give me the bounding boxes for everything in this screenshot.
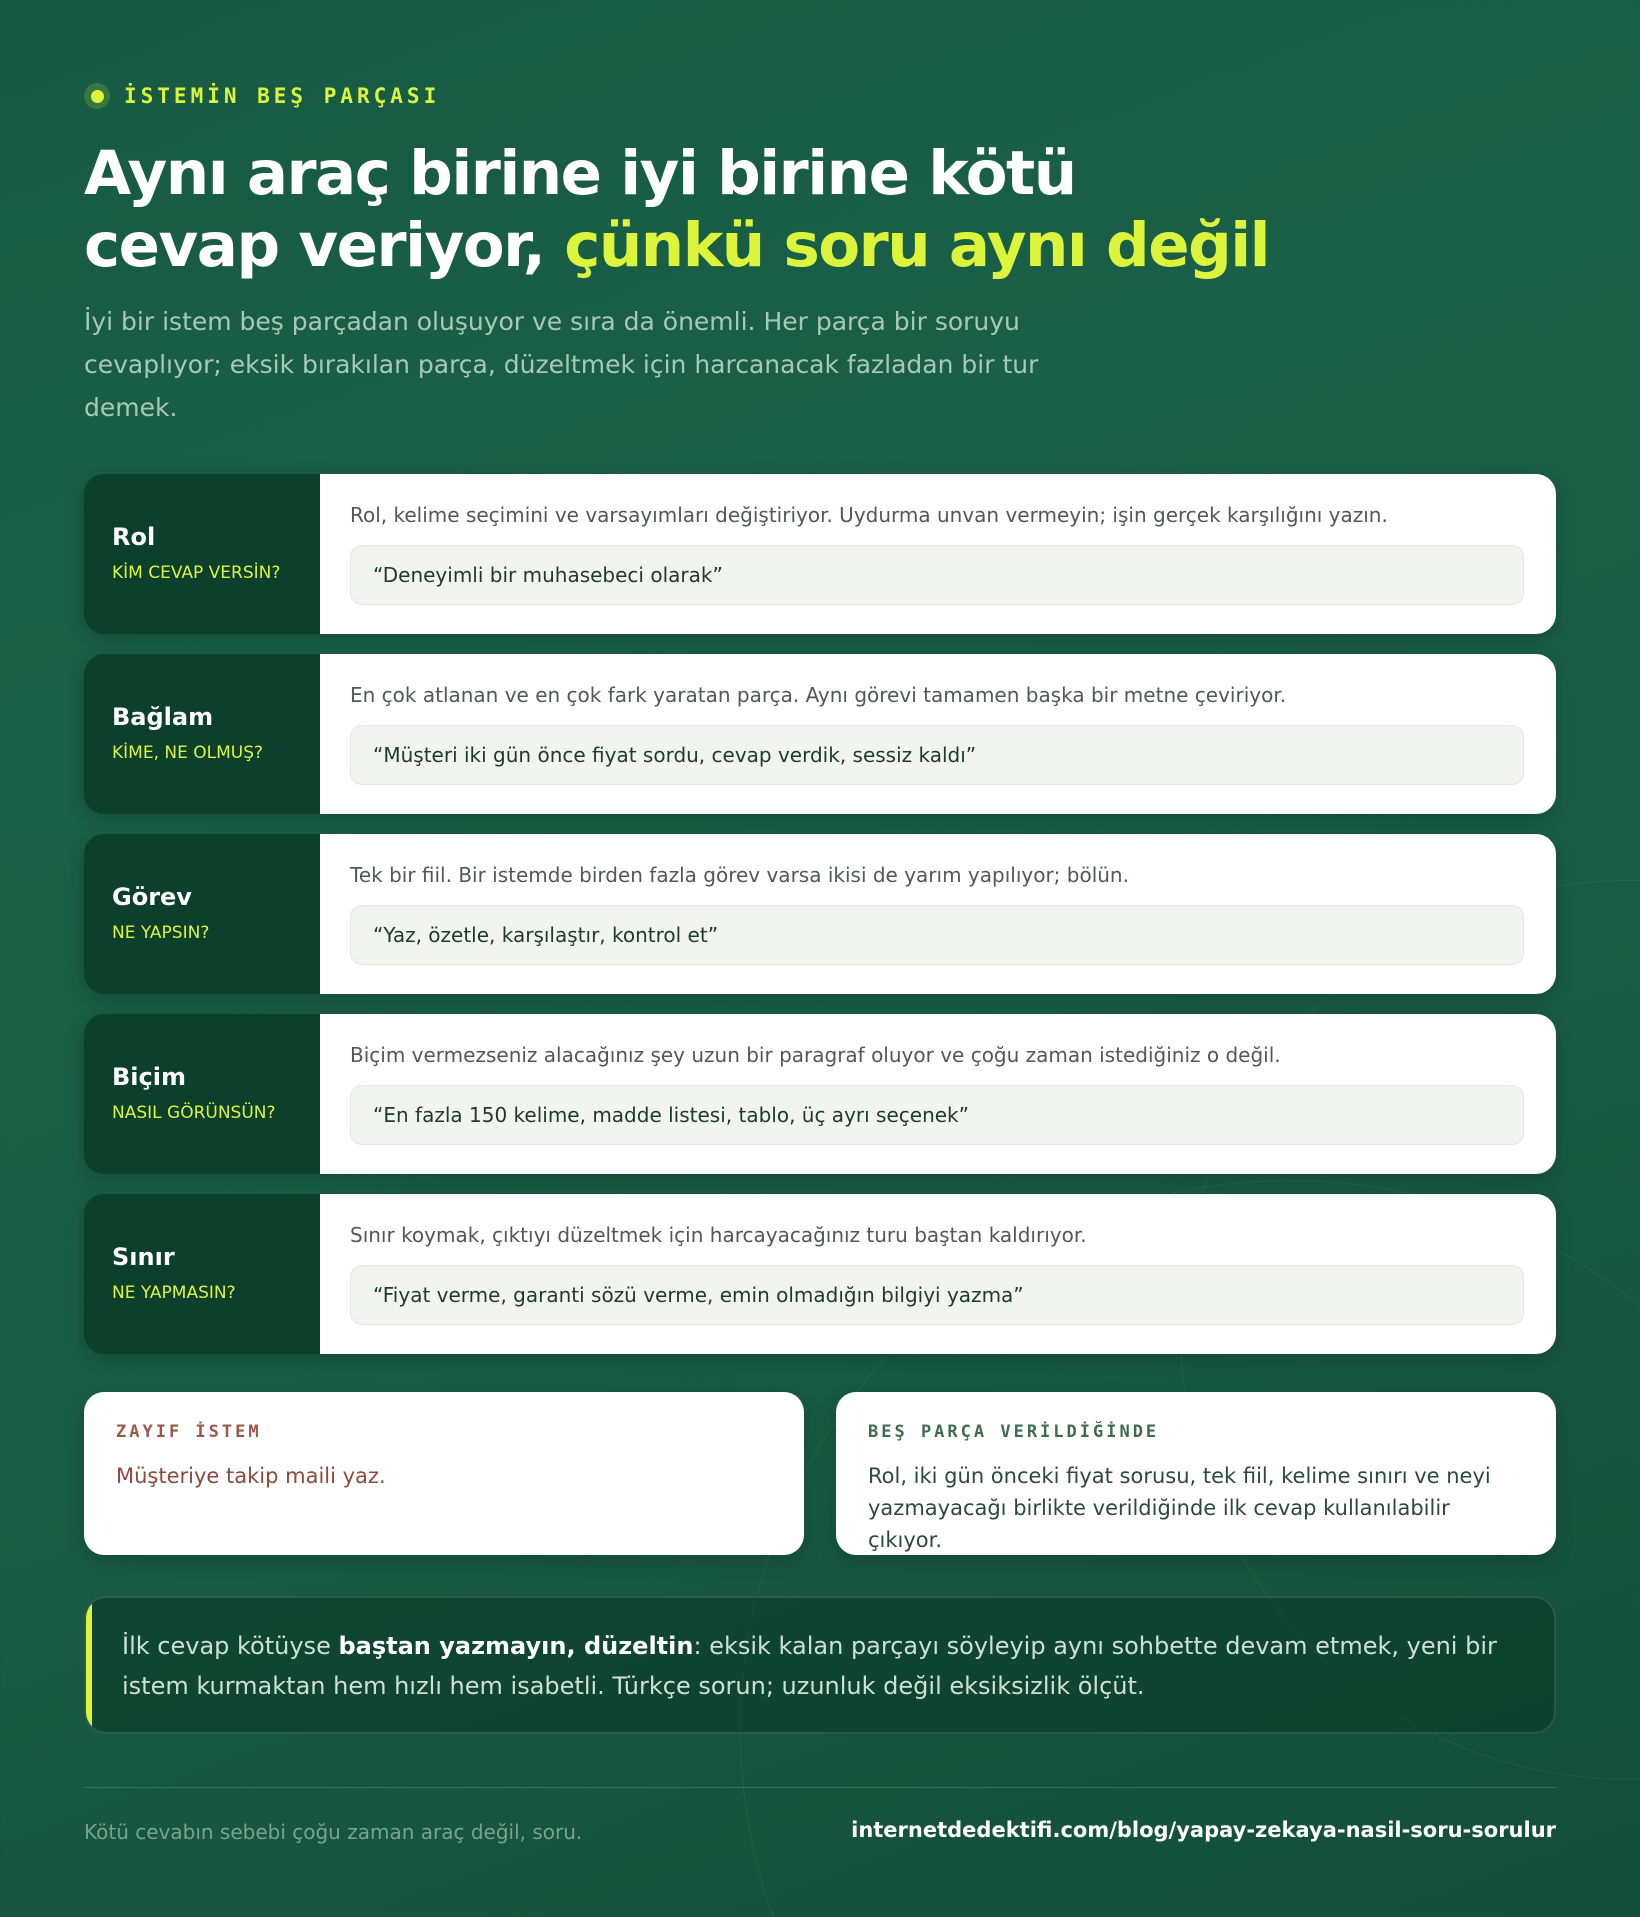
part-card-gorev — [84, 834, 1556, 994]
strong-prompt-text: Rol, iki gün önceki fiyat sorusu, tek fiil, kelime sınırı ve neyi yazmayacağı birlikte verildiğinde ilk cevap kullanılabilir çıkıyor. — [868, 1464, 1491, 1552]
prompt-comparison — [84, 1392, 1556, 1555]
part-name: Görev — [112, 882, 192, 911]
bullet-dot-icon — [84, 83, 110, 109]
part-description: Sınır koymak, çıktıyı düzeltmek için harcayacağınız turu baştan kaldırıyor. — [350, 1223, 1087, 1247]
part-description: Rol, kelime seçimini ve varsayımları değiştiriyor. Uydurma unvan vermeyin; işin gerçek karşılığını yazın. — [350, 503, 1388, 527]
part-body — [320, 1014, 1556, 1174]
part-description: En çok atlanan ve en çok fark yaratan parça. Aynı görevi tamamen başka bir metne çeviriyor. — [350, 683, 1287, 707]
part-body — [320, 1194, 1556, 1354]
strong-prompt-title: BEŞ PARÇA VERİLDİĞİNDE — [868, 1422, 1160, 1442]
intro-paragraph: İyi bir istem beş parçadan oluşuyor ve sıra da önemli. Her parça bir soruyu cevaplıyor; eksik bırakılan parça, düzeltmek için harcanacak fazladan bir tur demek. — [84, 307, 1039, 422]
part-body — [320, 474, 1556, 634]
part-name: Rol — [112, 522, 156, 551]
part-question: NE YAPSIN? — [112, 922, 210, 943]
tip-text — [122, 1626, 1522, 1706]
part-question: KİME, NE OLMUŞ? — [112, 742, 264, 763]
tip-accent-bar — [86, 1598, 92, 1732]
part-name: Biçim — [112, 1062, 186, 1091]
eyebrow-label: İSTEMİN BEŞ PARÇASI — [124, 84, 441, 108]
part-card-rol — [84, 474, 1556, 634]
strong-prompt-card — [836, 1392, 1556, 1555]
page-title — [84, 138, 1284, 282]
part-card-sinir — [84, 1194, 1556, 1354]
part-card-baglam — [84, 654, 1556, 814]
part-label-panel — [84, 1014, 320, 1174]
weak-prompt-text: Müşteriye takip maili yaz. — [116, 1464, 386, 1488]
part-example: “Fiyat verme, garanti sözü verme, emin olmadığın bilgiyi yazma” — [350, 1265, 1524, 1325]
part-example: “En fazla 150 kelime, madde listesi, tablo, üç ayrı seçenek” — [350, 1085, 1524, 1145]
tip-emphasis: baştan yazmayın, düzeltin — [338, 1632, 694, 1660]
title-accent: çünkü soru aynı değil — [564, 210, 1270, 281]
part-example: “Deneyimli bir muhasebeci olarak” — [350, 545, 1524, 605]
infographic-page — [84, 0, 1556, 1917]
tip-lead: İlk cevap kötüyse — [122, 1632, 339, 1660]
eyebrow — [84, 82, 440, 110]
part-question: KİM CEVAP VERSİN? — [112, 562, 281, 583]
prompt-parts-list — [84, 474, 1556, 1374]
footer-url-link[interactable]: internetdedektifi.com/blog/yapay-zekaya-nasil-soru-sorulur — [851, 1818, 1556, 1842]
title-line-2: cevap veriyor, — [84, 210, 545, 281]
part-label-panel — [84, 1194, 320, 1354]
tip-rest: : eksik kalan parçayı söyleyip aynı sohbette devam etmek, yeni bir istem kurmaktan hem hızlı hem isabetli. Türkçe sorun; uzunluk değil eksiksizlik ölçüt. — [122, 1632, 1497, 1700]
part-label-panel — [84, 834, 320, 994]
footer-divider — [84, 1787, 1556, 1788]
part-name: Bağlam — [112, 702, 214, 731]
title-line-1: Aynı araç birine iyi birine kötü — [84, 138, 1076, 209]
part-body — [320, 654, 1556, 814]
weak-prompt-card — [84, 1392, 804, 1555]
part-example: “Yaz, özetle, karşılaştır, kontrol et” — [350, 905, 1524, 965]
part-question: NASIL GÖRÜNSÜN? — [112, 1102, 276, 1123]
footer-tagline: Kötü cevabın sebebi çoğu zaman araç değil, soru. — [84, 1820, 583, 1844]
part-name: Sınır — [112, 1242, 175, 1271]
tip-callout — [84, 1596, 1556, 1734]
part-label-panel — [84, 654, 320, 814]
part-question: NE YAPMASIN? — [112, 1282, 236, 1303]
part-card-bicim — [84, 1014, 1556, 1174]
weak-prompt-title: ZAYIF İSTEM — [116, 1422, 262, 1442]
part-description: Tek bir fiil. Bir istemde birden fazla görev varsa ikisi de yarım yapılıyor; bölün. — [350, 863, 1129, 887]
part-body — [320, 834, 1556, 994]
part-label-panel — [84, 474, 320, 634]
part-description: Biçim vermezseniz alacağınız şey uzun bir paragraf oluyor ve çoğu zaman istediğiniz o değil. — [350, 1043, 1281, 1067]
part-example: “Müşteri iki gün önce fiyat sordu, cevap verdik, sessiz kaldı” — [350, 725, 1524, 785]
